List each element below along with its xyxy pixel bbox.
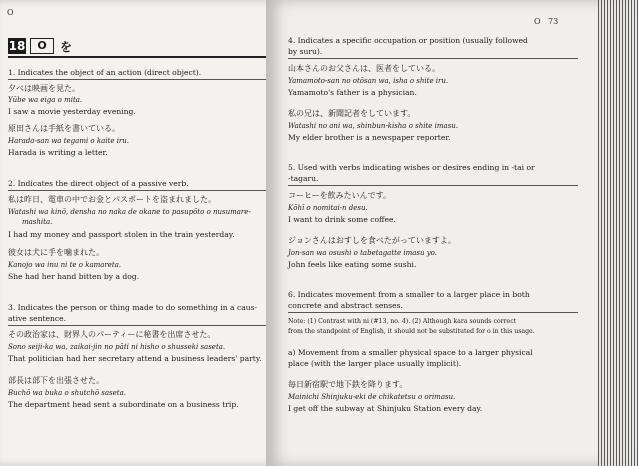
example-en: I get off the subway at Shinjuku Station every day. <box>288 404 483 413</box>
example-en: I want to drink some coffee. <box>288 215 396 224</box>
entry-kana: を <box>60 40 73 54</box>
section-title-cont: concrete and abstract senses. <box>288 301 403 310</box>
section-title-cont: by suru). <box>288 47 323 56</box>
section-title: 2. Indicates the direct object of a passive verb. <box>8 179 189 188</box>
example-jp: 彼女は犬に手を噛まれた。 <box>8 248 104 257</box>
example-romaji: Watashi no ani wa, shinbun-kisha o shite imasu. <box>288 122 459 130</box>
section-title: 1. Indicates the object of an action (direct object). <box>8 68 202 77</box>
example-jp: 夕べは映画を見た。 <box>8 84 80 93</box>
example-en: I had my money and passport stolen in the train yesterday. <box>8 230 235 239</box>
example-jp: コーヒーを飲みたいんです。 <box>288 191 392 200</box>
example-jp: 原田さんは手紙を書いている。 <box>8 124 120 133</box>
right-page <box>266 0 638 466</box>
usage-note-cont: from the standpoint of English, it should not be substituted for o in this usage. <box>288 328 535 335</box>
section-rule <box>288 312 578 313</box>
entry-number-badge: 18 <box>8 39 26 53</box>
entry-header <box>8 36 300 58</box>
example-en: Harada is writing a letter. <box>8 148 108 157</box>
section-title: 3. Indicates the person or thing made to do something in a caus- <box>8 303 258 312</box>
page-edges <box>598 0 638 466</box>
subsection-title: a) Movement from a smaller physical space to a larger physical <box>288 348 533 357</box>
example-en: My elder brother is a newspaper reporter. <box>288 133 451 142</box>
example-jp: 私の兄は、新聞記者をしています。 <box>288 109 416 118</box>
example-romaji: Watashi wa kinō, densha no naka de okane to pasupōto o nusumare- <box>8 208 251 216</box>
section-title: 6. Indicates movement from a smaller to a larger place in both <box>288 290 530 299</box>
example-romaji: Yūbe wa eiga o mita. <box>8 96 83 104</box>
example-romaji: Yamamoto-san no otōsan wa, isha o shite iru. <box>288 77 449 85</box>
section-title-cont: ative sentence. <box>8 314 67 323</box>
example-romaji-cont: mashita. <box>22 218 53 226</box>
section-rule <box>288 58 578 59</box>
left-page-marker: O <box>7 8 14 17</box>
example-en: Yamamoto's father is a physician. <box>288 88 417 97</box>
example-romaji: Mainichi Shinjuku-eki de chikatetsu o orimasu. <box>288 393 456 401</box>
example-en: She had her hand bitten by a dog. <box>8 272 140 281</box>
example-en: I saw a movie yesterday evening. <box>8 107 136 116</box>
example-jp: ジョンさんはおすしを食べたがっていますよ。 <box>288 236 456 245</box>
section-title: 4. Indicates a specific occupation or position (usually followed <box>288 36 528 45</box>
example-romaji: Kōhī o nomitai-n desu. <box>288 204 368 212</box>
example-en: The department head sent a subordinate on a business trip. <box>8 400 239 409</box>
entry-head: O <box>30 38 54 54</box>
subsection-title-cont: place (with the larger place usually implicit). <box>288 359 462 368</box>
section-title-cont: -tagaru. <box>288 174 319 183</box>
page-number: 73 <box>548 17 559 26</box>
section-rule <box>8 79 298 80</box>
right-page-marker: O <box>534 17 541 26</box>
example-romaji: Harada-san wa tegami o kaite iru. <box>8 137 130 145</box>
usage-note: Note: (1) Contrast with ni (#13, no. 4). (2) Although kara sounds correct <box>288 318 517 325</box>
example-romaji: Buchō wa buka o shutchō saseta. <box>8 389 126 397</box>
example-jp: 山本さんのお父さんは、医者をしている。 <box>288 64 440 73</box>
example-romaji: Kanojo wa inu ni te o kamareta. <box>8 261 122 269</box>
example-romaji: Sono seiji-ka wa, zaikai-jin no pāti ni hisho o shusseki saseta. <box>8 343 226 351</box>
section-rule <box>8 190 298 191</box>
section-rule <box>8 325 298 326</box>
section-title: 5. Used with verbs indicating wishes or desires ending in -tai or <box>288 163 535 172</box>
example-jp: その政治家は、財界人のパーティーに秘書を出席させた。 <box>8 330 216 339</box>
example-romaji: Jon-san wa osushi o tabetagatte imasu yo. <box>288 249 437 257</box>
example-jp: 私は昨日、電車の中でお金とパスポートを盗まれました。 <box>8 195 216 204</box>
example-jp: 部長は部下を出張させた。 <box>8 376 104 385</box>
example-en: John feels like eating some sushi. <box>288 260 417 269</box>
example-jp: 毎日新宿駅で地下鉄を降ります。 <box>288 380 408 389</box>
section-rule <box>288 185 578 186</box>
example-en: That politician had her secretary attend a business leaders' party. <box>8 354 262 363</box>
